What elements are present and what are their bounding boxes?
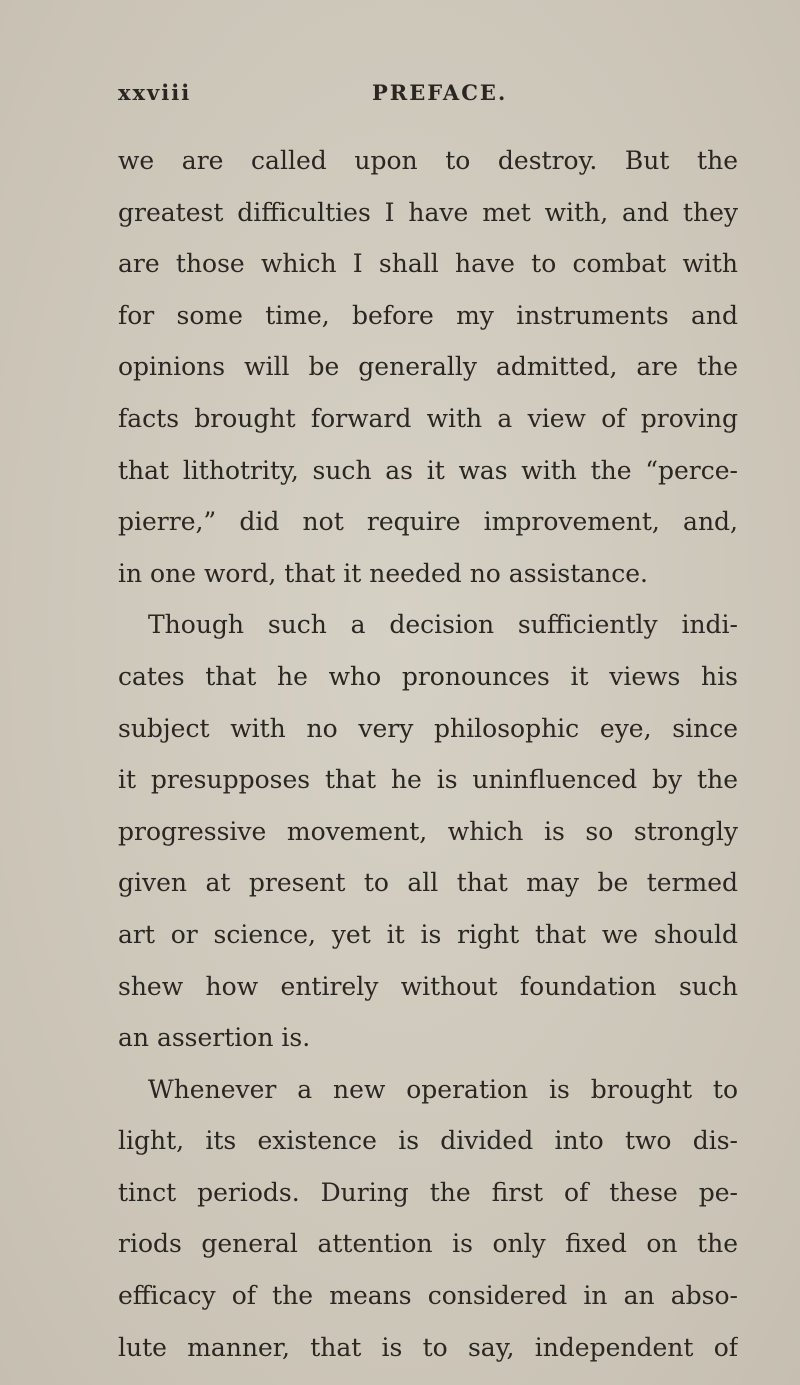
text-line: that lithotrity, such as it was with the “perce- <box>118 455 738 485</box>
text-line: riods general attention is only fixed on the <box>118 1229 738 1259</box>
body-text <box>118 135 738 1373</box>
running-head <box>118 80 738 120</box>
text-line: pierre,” did not require improvement, and, <box>118 507 738 537</box>
text-line: given at present to all that may be termed <box>118 868 738 898</box>
text-line: light, its existence is divided into two dis- <box>118 1126 738 1156</box>
text-line: tinct periods. During the first of these pe- <box>118 1177 738 1207</box>
text-line: an assertion is. <box>118 1023 311 1053</box>
text-line: opinions will be generally admitted, are the <box>118 352 738 382</box>
text-line: facts brought forward with a view of proving <box>118 403 738 433</box>
text-line: progressive movement, which is so strongly <box>118 816 738 846</box>
text-line: cates that he who pronounces it views his <box>118 661 738 691</box>
text-line: lute manner, that is to say, independent of <box>118 1332 738 1362</box>
text-line: Whenever a new operation is brought to <box>148 1074 738 1104</box>
text-line: efficacy of the means considered in an abso- <box>118 1281 738 1311</box>
text-line: subject with no very philosophic eye, since <box>118 713 738 743</box>
page-number: xxviii <box>118 80 192 105</box>
text-line: for some time, before my instruments and <box>118 300 738 330</box>
text-line: Though such a decision sufficiently indi- <box>148 610 738 640</box>
text-line: shew how entirely without foundation such <box>118 971 738 1001</box>
text-line: are those which I shall have to combat with <box>118 249 738 279</box>
text-line: it presupposes that he is uninfluenced by the <box>118 765 738 795</box>
text-line: we are called upon to destroy. But the <box>118 146 738 175</box>
running-title: PREFACE. <box>372 80 508 105</box>
text-line: art or science, yet it is right that we should <box>118 919 738 949</box>
text-line: in one word, that it needed no assistance. <box>118 558 648 588</box>
text-line: greatest difficulties I have met with, and they <box>118 197 738 227</box>
